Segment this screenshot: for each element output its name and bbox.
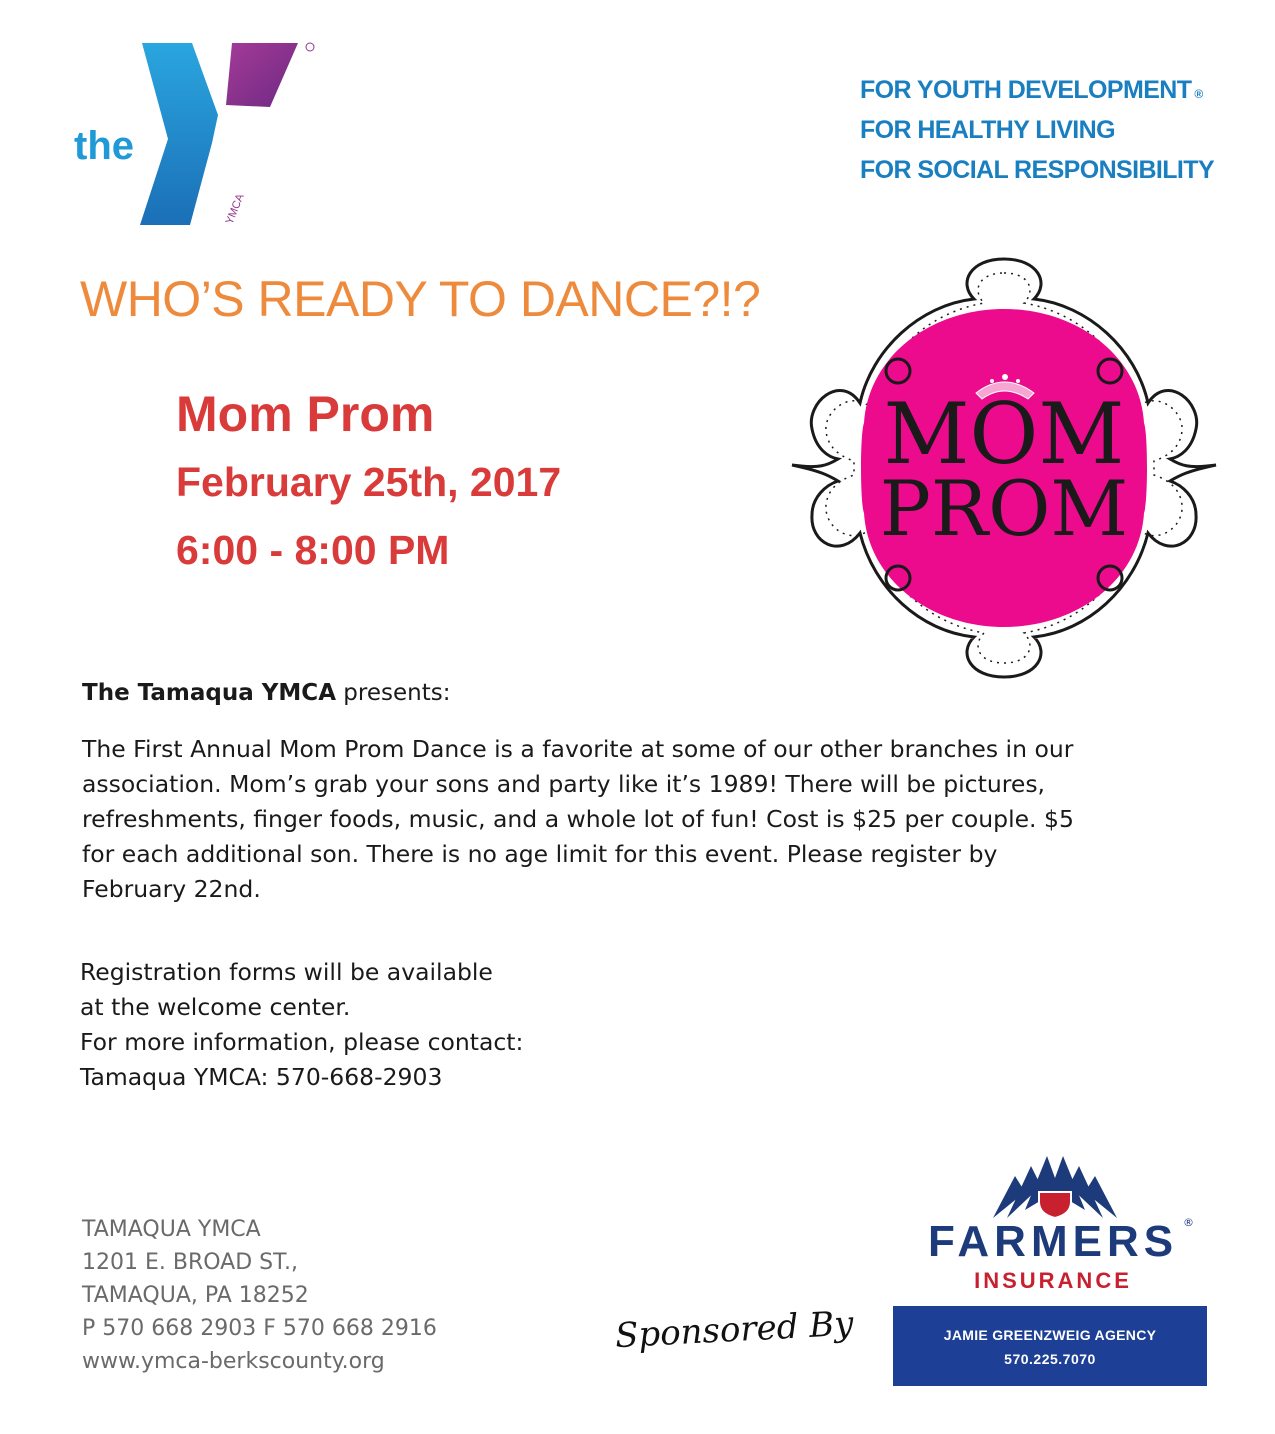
event-description	[82, 732, 1202, 907]
taglines	[860, 70, 1214, 190]
sponsored-by: Sponsored By	[614, 1303, 855, 1357]
agency-phone: 570.225.7070	[1004, 1351, 1096, 1367]
svg-text:MOM: MOM	[883, 385, 1125, 483]
contact-phone: Tamaqua YMCA: 570-668-2903	[80, 1063, 443, 1091]
svg-text:YMCA: YMCA	[223, 192, 247, 227]
tagline-healthy-living: FOR HEALTHY LIVING	[860, 116, 1115, 144]
sponsor-name: FARMERS	[927, 1217, 1179, 1266]
event-name: Mom Prom	[176, 386, 435, 442]
description-line: association. Mom’s grab your sons and party like it’s 1989! There will be pictures,	[82, 770, 1046, 798]
address-street: 1201 E. BROAD ST.,	[82, 1250, 298, 1275]
agency-name: JAMIE GREENZWEIG AGENCY	[943, 1327, 1157, 1343]
intro-rest: presents:	[336, 680, 451, 706]
address-phone-fax: P 570 668 2903 F 570 668 2916	[82, 1316, 437, 1341]
presenter-name: The Tamaqua YMCA	[82, 680, 336, 706]
agency-box	[893, 1306, 1207, 1386]
registered-mark: ®	[1194, 87, 1203, 101]
address-block	[82, 1213, 437, 1378]
event-details	[176, 380, 561, 584]
event-time: 6:00 - 8:00 PM	[176, 527, 450, 573]
sponsor-registered-mark: ®	[1183, 1216, 1194, 1229]
tagline-youth-development: FOR YOUTH DEVELOPMENT ®	[860, 76, 1203, 104]
description-line: The First Annual Mom Prom Dance is a favorite at some of our other branches in our	[82, 735, 1074, 763]
farmers-emblem-icon	[985, 1148, 1125, 1220]
address-org: TAMAQUA YMCA	[82, 1217, 261, 1242]
intro-line	[82, 680, 450, 706]
description-line: February 22nd.	[82, 875, 261, 903]
website-link[interactable]: www.ymca-berkscounty.org	[82, 1349, 385, 1374]
address-city: TAMAQUA, PA 18252	[82, 1283, 309, 1308]
svg-text:the: the	[74, 124, 134, 168]
svg-text:PROM: PROM	[879, 464, 1129, 553]
registration-line: at the welcome center.	[80, 993, 351, 1021]
sponsor-subtitle: INSURANCE	[974, 1268, 1132, 1293]
description-line: refreshments, finger foods, music, and a whole lot of fun! Cost is $25 per couple. $5	[82, 805, 1074, 833]
registration-line: Registration forms will be available	[80, 958, 493, 986]
description-line: for each additional son. There is no age limit for this event. Please register by	[82, 840, 998, 868]
headline: WHO’S READY TO DANCE?!?	[80, 271, 761, 327]
registration-line: For more information, please contact:	[80, 1028, 524, 1056]
tagline-social-responsibility: FOR SOCIAL RESPONSIBILITY	[860, 156, 1215, 184]
event-date: February 25th, 2017	[176, 459, 562, 505]
mom-prom-badge	[788, 253, 1220, 683]
registration-info	[80, 955, 523, 1095]
ymca-logo	[70, 35, 330, 230]
